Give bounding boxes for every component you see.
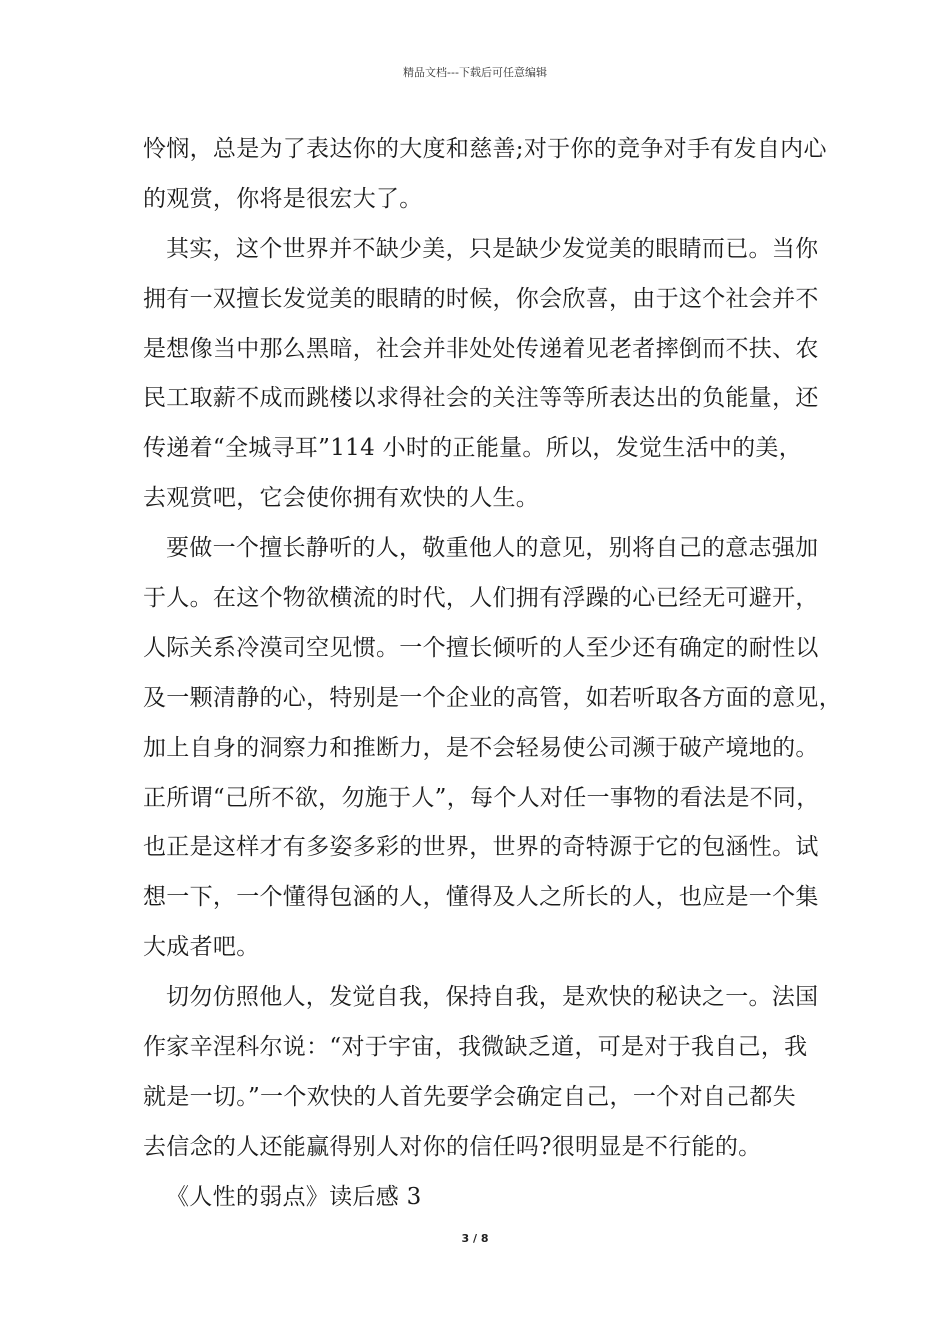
document-body	[143, 125, 842, 1223]
text-line: 民工取薪不成而跳楼以求得社会的关注等等所表达出的负能量，还	[143, 385, 819, 412]
text-line: 及一颗清静的心，特别是一个企业的高管，如若听取各方面的意见，	[143, 684, 842, 711]
text-line: 于人。在这个物欲横流的时代，人们拥有浮躁的心已经无可避开，	[143, 585, 819, 612]
text-line: 正所谓“己所不欲，勿施于人”，每个人对任一事物的看法是不同，	[143, 784, 820, 811]
section-heading: 《人性的弱点》读后感 3	[166, 1183, 422, 1210]
text-line: 传递着“全城寻耳”114 小时的正能量。所以，发觉生活中的美，	[143, 435, 803, 462]
text-line: 其实，这个世界并不缺少美，只是缺少发觉美的眼睛而已。当你	[166, 235, 819, 262]
page-header: 精品文档---下载后可任意编辑	[403, 66, 547, 79]
text-line: 想一下，一个懂得包涵的人，懂得及人之所长的人，也应是一个集	[143, 884, 819, 911]
text-line: 也正是这样才有多姿多彩的世界，世界的奇特源于它的包涵性。试	[143, 834, 819, 861]
text-line: 怜悯，总是为了表达你的大度和慈善;对于你的竞争对手有发自内心	[143, 136, 827, 162]
text-line: 去信念的人还能赢得别人对你的信任吗?很明显是不行能的。	[143, 1133, 762, 1160]
text-line: 是想像当中那么黑暗，社会并非处处传递着见老者摔倒而不扶、农	[143, 335, 819, 362]
text-line: 拥有一双擅长发觉美的眼睛的时候，你会欣喜，由于这个社会并不	[143, 285, 819, 312]
text-line: 要做一个擅长静听的人，敬重他人的意见，别将自己的意志强加	[166, 535, 819, 562]
page-number: 3 / 8	[461, 1232, 489, 1245]
text-line: 人际关系冷漠司空见惯。一个擅长倾听的人至少还有确定的耐性以	[143, 634, 819, 661]
text-line: 就是一切。”一个欢快的人首先要学会确定自己，一个对自己都失	[143, 1083, 796, 1110]
text-line: 的观赏，你将是很宏大了。	[143, 185, 423, 212]
text-line: 加上自身的洞察力和推断力，是不会轻易使公司濒于破产境地的。	[143, 734, 819, 761]
text-line: 大成者吧。	[143, 934, 260, 961]
text-line: 作家辛涅科尔说：“对于宇宙，我微缺乏道，可是对于我自己，我	[143, 1034, 808, 1061]
text-line: 去观赏吧，它会使你拥有欢快的人生。	[143, 485, 540, 512]
text-line: 切勿仿照他人，发觉自我，保持自我，是欢快的秘诀之一。法国	[166, 984, 819, 1011]
